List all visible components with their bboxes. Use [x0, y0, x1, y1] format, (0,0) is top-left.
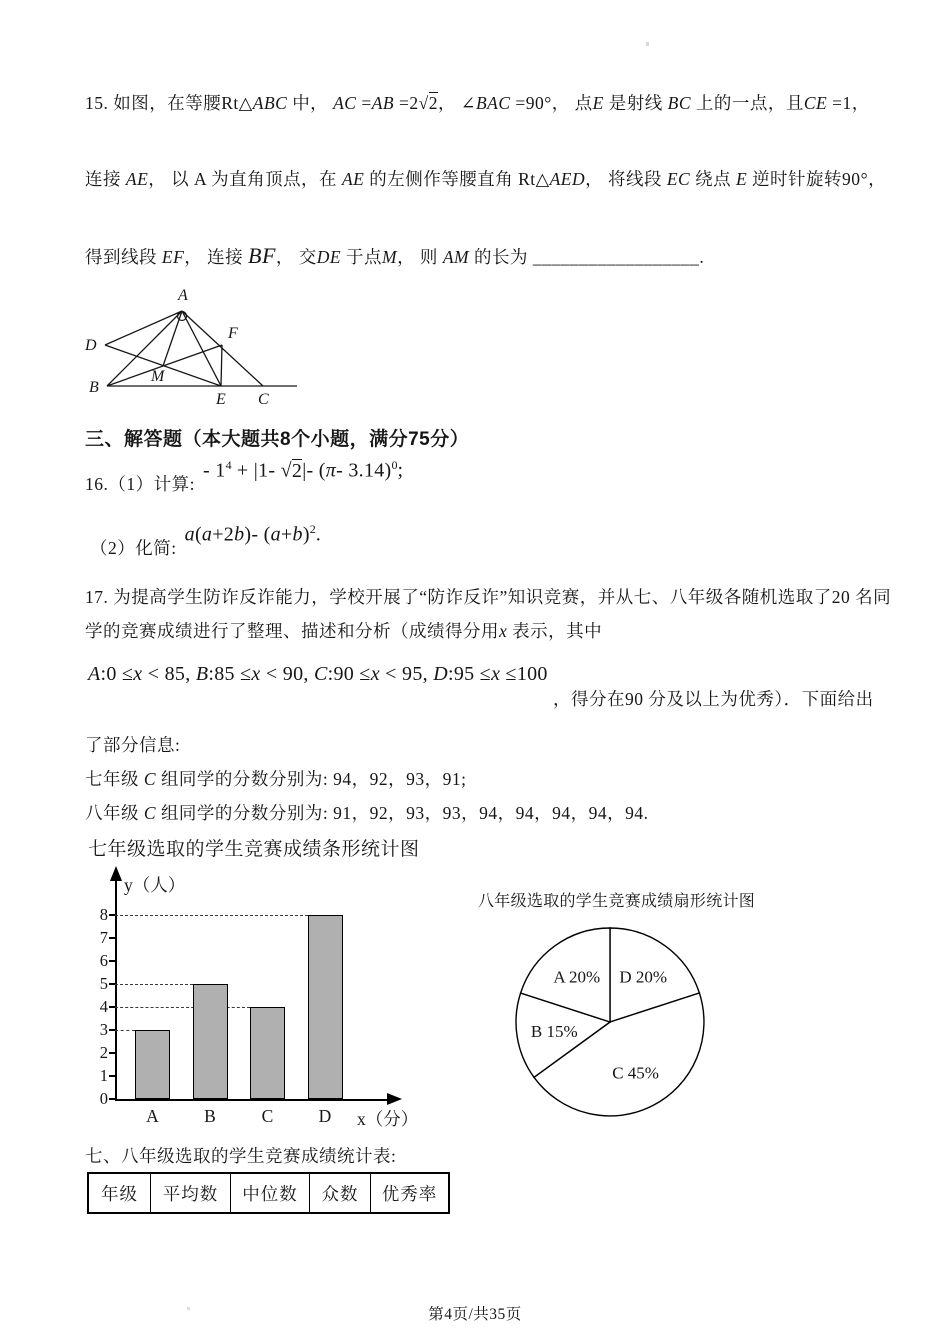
figure-label-E: E: [216, 391, 226, 408]
scan-speck: [187, 1307, 190, 1310]
stats-table-header-4: 众数: [310, 1173, 371, 1213]
y-tick-mark: [109, 1098, 115, 1100]
scan-speck: [646, 42, 649, 46]
stats-table-caption: 七、八年级选取的学生竞赛成绩统计表:: [85, 1146, 397, 1166]
q15-geometry-figure: [75, 286, 310, 414]
q17-info-line: 了部分信息:: [85, 735, 181, 755]
x-category-label-B: B: [204, 1106, 216, 1126]
y-tick-label: 6: [99, 951, 108, 970]
x-axis-arrow-icon: [387, 1093, 402, 1105]
y-tick-mark: [109, 914, 115, 916]
y-tick-label: 4: [99, 997, 108, 1016]
y-tick-mark: [109, 937, 115, 939]
q16-part1: [85, 458, 403, 496]
q17-line-1: 17. 为提高学生防诈反诈能力，学校开展了“防诈反诈”知识竞赛，并从七、八年级各随机选取了20 名同: [85, 587, 892, 607]
stats-table-header-3: 中位数: [231, 1173, 310, 1213]
x-axis-label: x（分）: [357, 1109, 419, 1129]
y-tick-mark: [109, 1075, 115, 1077]
x-category-label-C: C: [261, 1106, 274, 1126]
bar-C: [250, 1007, 285, 1099]
pie-slice-label-B: B 15%: [530, 1021, 578, 1041]
q16-part2-formula: a(a+2b)- $(a+b)^2$.: [184, 522, 322, 546]
figure-label-F: F: [228, 325, 238, 342]
guide-line-B: [115, 984, 193, 985]
figure-label-A: A: [178, 287, 188, 304]
q15-line-3: 得到线段 EF， 连接 BF， 交DE 于点M， 则 AM 的长为 __________________.: [85, 243, 705, 268]
figure-label-B: B: [89, 379, 99, 396]
y-tick-mark: [109, 1029, 115, 1031]
y-tick-mark: [109, 1052, 115, 1054]
q17-grade8-scores: 八年级 C 组同学的分数分别为: 91，92，93，93，94，94，94，94，94.: [85, 803, 649, 823]
figure-label-M: M: [151, 368, 165, 385]
pie-slice-label-A: A 20%: [553, 967, 601, 987]
y-tick-label: 3: [99, 1020, 108, 1039]
q16-part1-label: 16.（1）计算:: [85, 474, 195, 494]
y-axis-label: y（人）: [124, 875, 186, 895]
q17-grade7-scores: 七年级 C 组同学的分数分别为: 94，92，93，91;: [85, 769, 467, 789]
y-tick-label: 2: [99, 1043, 108, 1062]
pie-slice-label-C: C 45%: [612, 1063, 659, 1083]
q16-part1-formula: - $1^4 + |1-$ √2|- (π- 3.14)$^0$;: [203, 458, 404, 482]
figure-label-D: D: [85, 337, 97, 354]
guide-line-D: [115, 915, 308, 916]
y-tick-label: 7: [99, 928, 108, 947]
q17-formula-tail: ，得分在90 分及以上为优秀）．下面给出: [553, 689, 874, 709]
stats-table: [87, 1172, 450, 1214]
y-tick-label: 8: [99, 905, 108, 924]
q15-line-1: 15. 如图，在等腰Rt△ABC 中， AC =AB =2√2， ∠BAC =90°， 点E 是射线 BC 上的一点，且CE =1，: [85, 93, 870, 113]
stats-table-header-1: 年级: [88, 1173, 151, 1213]
pie-chart: [470, 916, 760, 1128]
bar-chart: [85, 866, 435, 1138]
section-3-header: 三、解答题（本大题共8个小题，满分75分）: [85, 429, 470, 450]
stats-table-header-row: [88, 1173, 449, 1213]
y-tick-label: 0: [99, 1089, 108, 1108]
y-tick-label: 5: [99, 974, 108, 993]
x-category-label-A: A: [146, 1106, 159, 1126]
pie-chart-title: 八年级选取的学生竞赛成绩扇形统计图: [478, 893, 756, 910]
stats-table-header-5: 优秀率: [371, 1173, 450, 1213]
x-category-label-D: D: [318, 1106, 332, 1126]
q15-line-2: 连接 AE， 以 A 为直角顶点，在 AE 的左侧作等腰直角 Rt△AED， 将线段 EC 绕点 E 逆时针旋转90°，: [85, 169, 887, 189]
pie-slice-label-D: D 20%: [619, 967, 668, 987]
y-axis: [115, 878, 117, 1100]
q17-line-2: 学的竞赛成绩进行了整理、描述和分析（成绩得分用x 表示，其中: [85, 621, 603, 641]
stats-table-header-2: 平均数: [151, 1173, 231, 1213]
y-tick-mark: [109, 1006, 115, 1008]
bar-A: [135, 1030, 170, 1099]
bar-B: [193, 984, 228, 1099]
x-axis: [115, 1099, 389, 1101]
q16-part2: [90, 522, 321, 560]
y-tick-mark: [109, 983, 115, 985]
guide-line-A: [115, 1030, 135, 1031]
figure-label-C: C: [258, 391, 269, 408]
y-tick-label: 1: [99, 1066, 108, 1085]
bar-chart-title: 七年级选取的学生竞赛成绩条形统计图: [88, 839, 420, 860]
bar-D: [308, 915, 343, 1099]
q16-part2-label: （2）化简:: [90, 538, 177, 558]
guide-line-C: [115, 1007, 250, 1008]
y-tick-mark: [109, 960, 115, 962]
page-footer: 第4页/共35页: [428, 1306, 522, 1323]
q17-grade-ranges-formula: A:0 ≤x < 85, B:85 ≤x < 90, C:90 ≤x < 95, D:95 ≤x ≤100: [88, 663, 548, 685]
